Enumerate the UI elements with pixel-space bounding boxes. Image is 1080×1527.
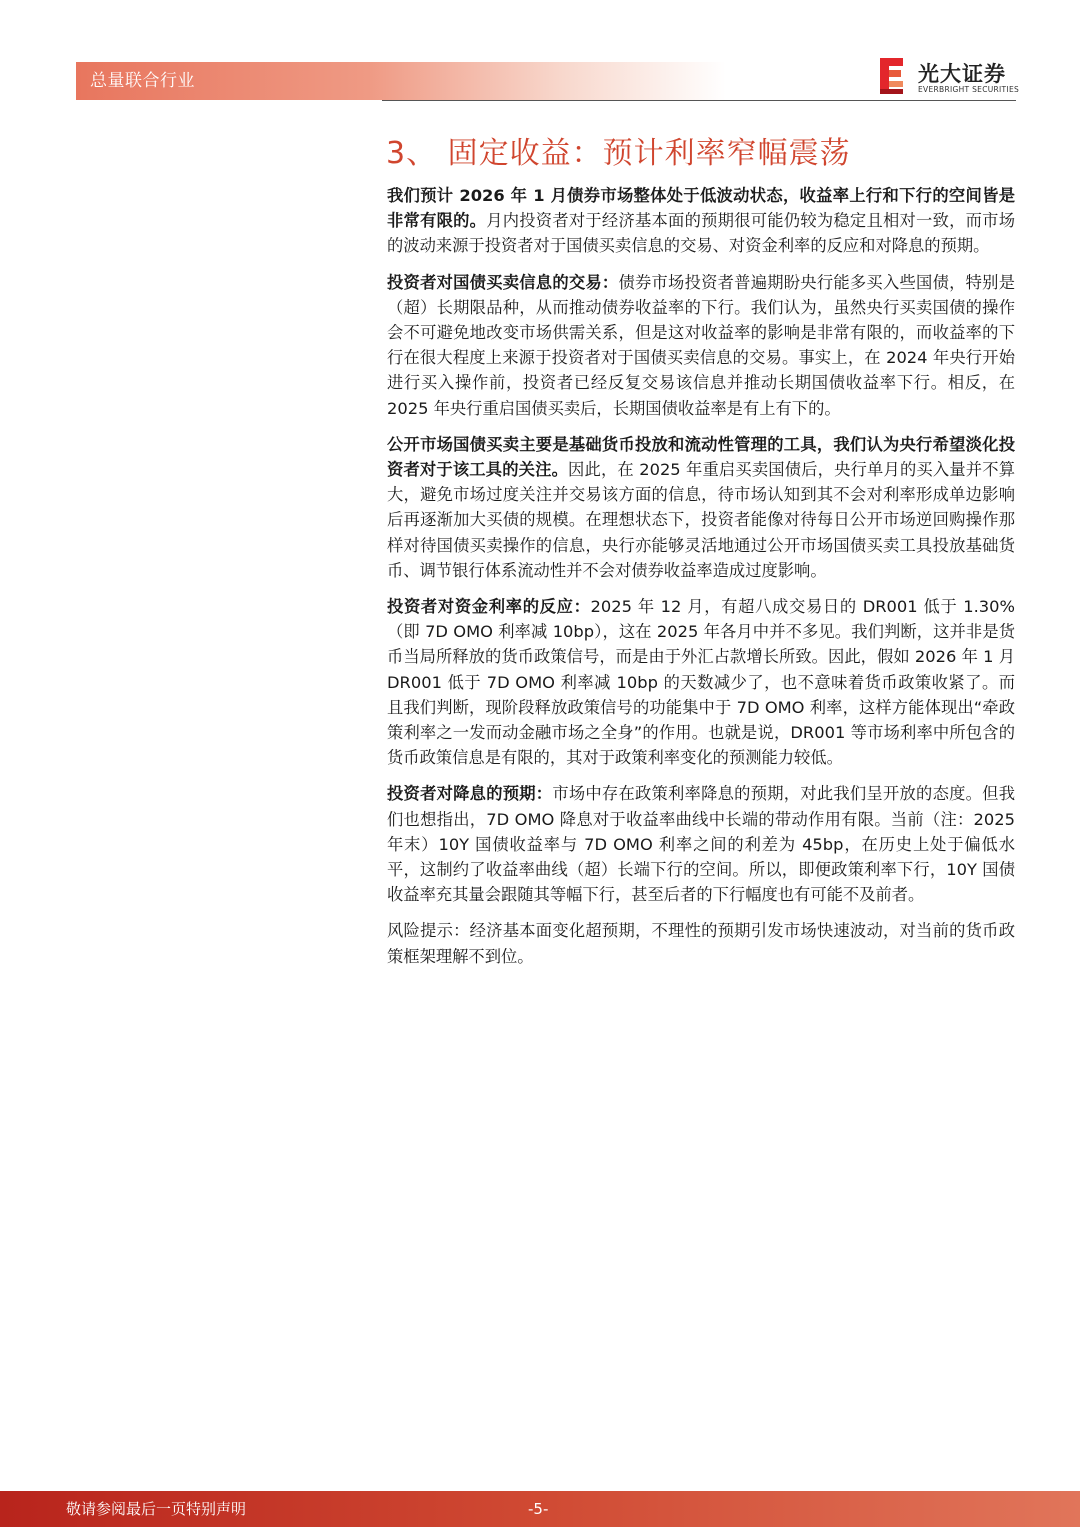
footer-disclaimer-note: 敬请参阅最后一页特别声明 [66,1500,247,1518]
paragraph-outlook [387,183,1015,259]
paragraph-lead: 投资者对资金利率的反应： [387,597,591,617]
everbright-logo-icon [878,56,906,96]
header-band [76,62,726,100]
paragraph-lead: 投资者对降息的预期： [387,784,553,804]
paragraph-lead: 投资者对国债买卖信息的交易： [387,272,619,292]
paragraph-body: 2025 年 12 月，有超八成交易日的 DR001 低于 1.30%（即 7D OMO 利率减 10bp），这在 2025 年各月中并不多见。我们判断，这并非是货币当局所释放的货币政策信号，而是由于外汇占款增长所致。因此，假如 2026 年 1 月 DR001 低于 7D OMO 利率减 10bp 的天数减少了，也不意味着货币政策收紧了。而且我们判断，现阶段释放政策信号的功能集中于 7D OMO 利率，这样方能体现出“牵政策利率之一发而动金融市场之全身”的作用。也就是说，DR001 等市场利率中所包含的货币政策信息是有限的，其对于政策利率变化的预测能力较低。 [387,597,1015,768]
paragraph-lead: 公开市场国债买卖主要是基础货币投放和流动性管理的工具，我们认为央行希望淡化投资者对于该工具的关注。 [387,434,1015,480]
paragraph-body: 市场中存在政策利率降息的预期，对此我们呈开放的态度。但我们也想指出，7D OMO 降息对于收益率曲线中长端的带动作用有限。当前（注：2025 年末）10Y 国债收益率与 7D OMO 利率之间的利差为 45bp，在历史上处于偏低水平，这制约了收益率曲线（超）长端下行的空间。所以，即便政策利率下行，10Y 国债收益率充其量会跟随其等幅下行，甚至后者的下行幅度也有可能不及前者。 [387,784,1015,905]
report-category: 总量联合行业 [90,71,195,91]
page-number: -5- [528,1500,549,1518]
everbright-logo [878,56,1018,98]
paragraph-open-market [387,432,1015,583]
paragraph-body: 因此，在 2025 年重启买卖国债后，央行单月的买入量并不算大，避免市场过度关注并交易该方面的信息，待市场认知到其不会对利率形成单边影响后再逐渐加大买债的规模。在理想状态下，投资者能像对待每日公开市场逆回购操作那样对待国债买卖操作的信息，央行亦能够灵活地通过公开市场国债买卖工具投放基础货币、调节银行体系流动性并不会对债券收益率造成过度影响。 [387,460,1015,580]
paragraph-lead: 我们预计 2026 年 1 月债券市场整体处于低波动状态，收益率上行和下行的空间皆是非常有限的。 [387,186,1015,231]
paragraph-rate-cut [387,781,1015,907]
paragraph-bond-trading [387,270,1015,421]
header-divider [382,100,1016,101]
paragraph-body: 月内投资者对于经济基本面的预期很可能仍较为稳定且相对一致，而市场的波动来源于投资者对于国债买卖信息的交易、对资金利率的反应和对降息的预期。 [387,211,1015,256]
section-title: 3、 固定收益：预计利率窄幅震荡 [386,136,851,171]
paragraph-body: 债券市场投资者普遍期盼央行能多买入些国债，特别是（超）长期限品种，从而推动债券收益率的下行。我们认为，虽然央行买卖国债的操作会不可避免地改变市场供需关系，但是这对收益率的影响是非常有限的，而收益率的下行在很大程度上来源于投资者对于国债买卖信息的交易。事实上，在 2024 年央行开始进行买入操作前，投资者已经反复交易该信息并推动长期国债收益率下行。相反，在 2025 年央行重启国债买卖后，长期国债收益率是有上有下的。 [387,272,1015,418]
paragraph-body: 风险提示：经济基本面变化超预期，不理性的预期引发市场快速波动，对当前的货币政策框架理解不到位。 [387,921,1015,966]
logo-name-en: EVERBRIGHT SECURITIES [918,85,1020,94]
logo-name-cn: 光大证券 [918,62,1006,86]
report-body [387,183,1015,980]
footer-band [0,1491,1080,1527]
paragraph-risk-warning [387,918,1015,968]
paragraph-funding-rate [387,594,1015,770]
